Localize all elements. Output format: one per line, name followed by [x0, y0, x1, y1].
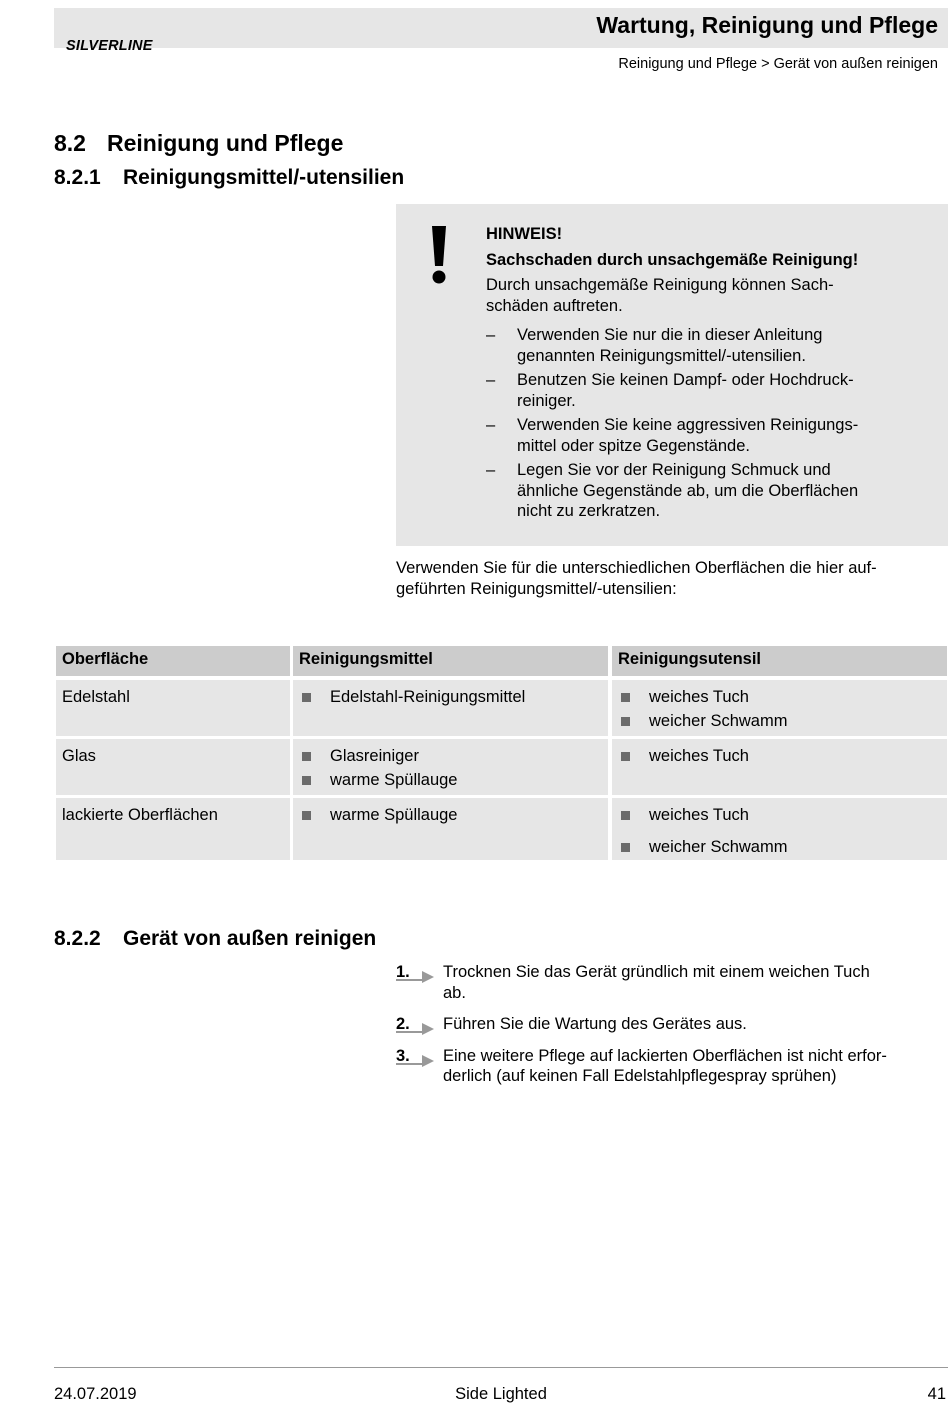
notice-title: HINWEIS!	[486, 225, 563, 243]
chapter-title: Wartung, Reinigung und Pflege	[596, 12, 938, 38]
notice-body-line: Durch unsachgemäße Reinigung können Sach-	[486, 276, 834, 294]
subsection-heading-2	[54, 927, 376, 951]
step-item	[396, 1014, 946, 1035]
intro-line: geführten Reinigungsmittel/-utensilien:	[396, 579, 677, 598]
notice-list	[486, 325, 926, 522]
square-bullet-icon	[302, 752, 311, 761]
list-item: warme Spüllauge	[299, 803, 602, 827]
surface-cell: Glas	[62, 747, 96, 765]
tool-cell	[612, 680, 947, 736]
notice-list-item: – Legen Sie vor der Reinigung Schmuck und ähnliche Gegenstände ab, um die Oberflächen nicht zu zerkratzen.	[486, 461, 859, 520]
table-row	[56, 680, 290, 736]
dash-bullet: –	[486, 416, 496, 434]
notice-list-item: – Verwenden Sie nur die in dieser Anleitung genannten Reinigungsmittel/-utensilien.	[486, 326, 823, 365]
agent-cell	[293, 798, 608, 860]
exclamation-icon	[428, 222, 450, 286]
notice-list-item: – Verwenden Sie keine aggressiven Reinigungs- mittel oder spitze Gegenstände.	[486, 416, 859, 455]
intro-paragraph	[396, 558, 941, 599]
dash-bullet: –	[486, 461, 496, 479]
dash-bullet: –	[486, 326, 496, 344]
page-number: 41	[927, 1385, 946, 1403]
subsection-heading-1	[54, 166, 404, 190]
section-number: 8.2	[54, 130, 86, 156]
list-item: weicher Schwamm	[618, 709, 941, 733]
list-item: weicher Schwamm	[618, 835, 941, 859]
notice-content	[486, 224, 926, 526]
table-row	[56, 798, 290, 860]
step-number: 1.	[396, 963, 410, 981]
list-item: Glasreiniger	[299, 744, 602, 768]
step-text: Führen Sie die Wartung des Gerätes aus.	[443, 1015, 747, 1033]
intro-line: Verwenden Sie für die unterschiedlichen Oberflächen die hier auf-	[396, 559, 877, 577]
step-text: Trocknen Sie das Gerät gründlich mit einem weichen Tuch	[443, 963, 870, 981]
step-text: ab.	[443, 983, 466, 1002]
step-number: 2.	[396, 1015, 410, 1033]
footer-title: Side Lighted	[455, 1385, 547, 1403]
step-list	[396, 962, 946, 1098]
square-bullet-icon	[302, 811, 311, 820]
square-bullet-icon	[621, 843, 630, 852]
step-text: derlich (auf keinen Fall Edelstahlpflegespray sprühen)	[443, 1067, 837, 1085]
step-item	[396, 1046, 946, 1087]
agent-cell	[293, 739, 608, 795]
square-bullet-icon	[621, 752, 630, 761]
tool-cell	[612, 798, 947, 860]
list-item: weiches Tuch	[618, 803, 941, 827]
table-header-agent: Reinigungsmittel	[293, 646, 608, 676]
square-bullet-icon	[621, 811, 630, 820]
step-number: 3.	[396, 1046, 410, 1065]
table-row	[56, 739, 290, 795]
footer-divider	[54, 1367, 948, 1368]
section-heading	[54, 130, 343, 157]
notice-subtitle: Sachschaden durch unsachgemäße Reinigung!	[486, 250, 859, 269]
tool-cell	[612, 739, 947, 795]
list-item: weiches Tuch	[618, 685, 941, 709]
square-bullet-icon	[621, 717, 630, 726]
notice-body	[486, 275, 926, 316]
square-bullet-icon	[302, 776, 311, 785]
agent-cell	[293, 680, 608, 736]
step-text: Eine weitere Pflege auf lackierten Oberflächen ist nicht erfor-	[443, 1046, 887, 1065]
surface-cell: Edelstahl	[62, 688, 130, 706]
section-title: Reinigung und Pflege	[107, 130, 344, 156]
list-item: warme Spüllauge	[299, 768, 602, 792]
square-bullet-icon	[302, 693, 311, 702]
footer-date: 24.07.2019	[54, 1385, 137, 1403]
table-header-surface: Oberfläche	[56, 646, 290, 676]
subsection-number: 8.2.2	[54, 927, 101, 950]
dash-bullet: –	[486, 371, 496, 389]
brand-logo: SILVERLINE	[66, 38, 153, 54]
list-item: Edelstahl-Reinigungsmittel	[299, 685, 602, 709]
surface-cell: lackierte Oberflächen	[62, 806, 218, 824]
subsection-title: Gerät von außen reinigen	[123, 927, 377, 950]
subsection-number: 8.2.1	[54, 166, 101, 189]
subsection-title: Reinigungsmittel/-utensilien	[123, 166, 405, 189]
square-bullet-icon	[621, 693, 630, 702]
list-item: weiches Tuch	[618, 744, 941, 768]
step-item	[396, 962, 946, 1003]
breadcrumb: Reinigung und Pflege > Gerät von außen reinigen	[618, 56, 938, 72]
notice-body-line: schäden auftreten.	[486, 296, 623, 315]
table-header-tool: Reinigungsutensil	[612, 646, 947, 676]
notice-list-item: – Benutzen Sie keinen Dampf- oder Hochdruck- reiniger.	[486, 371, 854, 410]
